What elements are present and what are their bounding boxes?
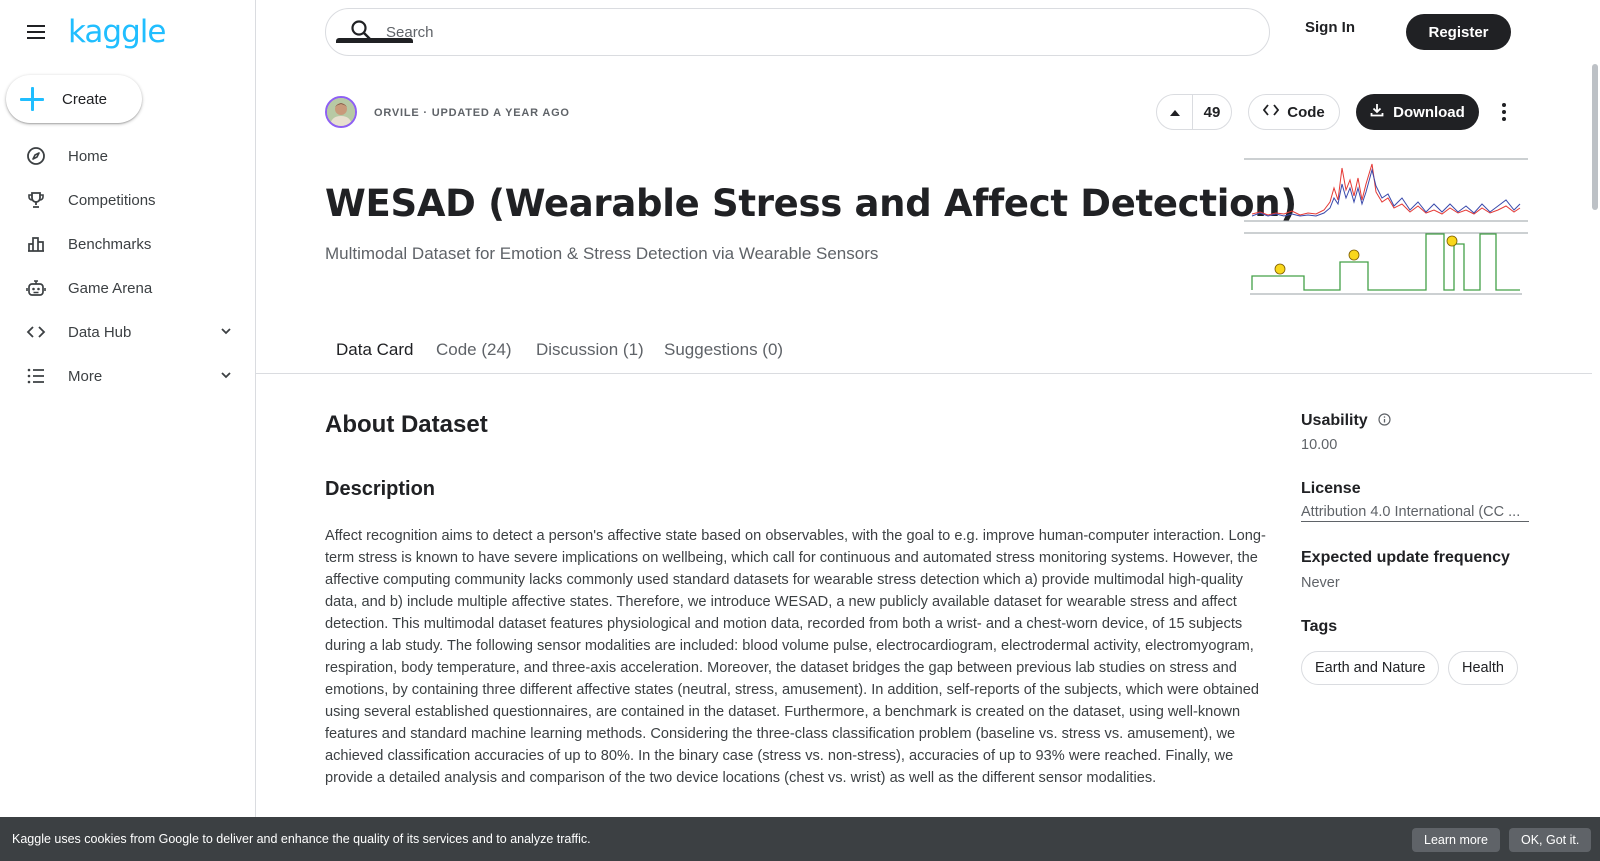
scrollbar[interactable]: [1592, 64, 1598, 210]
description-text: Affect recognition aims to detect a person's affective state based on observables, with the goal to e.g. improve human-computer interaction. Long-term stress is known to have severe implications on wellbeing, which call for continuous and automated stress monitoring systems. However, the affective computing community lacks commonly used standard datasets for wearable stress detection which a) provide multimodal high-quality data, and b) include multiple affective states. Therefore, we introduce WESAD, a new publicly available dataset for wearable stress and affect detection. This multimodal dataset features physiological and motion data, recorded from both a wrist- and a chest-worn device, of 15 subjects during a lab study. The following sensor modalities are included: blood volume pulse, electrocardiogram, electrodermal activity, electromyogram, respiration, body temperature, and three-axis acceleration. Moreover, the dataset bridges the gap between previous lab studies on stress and emotions, by containing three different affective states (neutral, stress, amusement). In addition, self-reports of the subjects, which were obtained using several established questionnaires, are contained in the dataset. Furthermore, a benchmark is created on the dataset, using well-known features and standard machine learning methods. Considering the three-class classification problem (baseline vs. stress vs. amusement), we achieved classification accuracies of up to 80%. In the binary case (stress vs. non-stress), accuracies of up to 93% were reached. Finally, we provide a detailed analysis and comparison of the two device locations (chest vs. wrist) as well as the different sensor modalities.: [325, 528, 1266, 786]
upvote-button[interactable]: [1157, 95, 1193, 129]
dataset-meta: ORVILE · UPDATED A YEAR AGO: [374, 107, 570, 119]
dataset-subtitle: Multimodal Dataset for Emotion & Stress Detection via Wearable Sensors: [325, 244, 879, 263]
upvote-widget: [1156, 94, 1232, 130]
license-label: License: [1301, 480, 1361, 497]
sidebar-header: [0, 0, 255, 64]
search-input[interactable]: [386, 24, 1086, 41]
kaggle-logo[interactable]: kaggle: [68, 14, 166, 50]
tab-discussion[interactable]: Discussion (1): [536, 340, 644, 359]
compass-icon: [26, 146, 46, 166]
sidebar-item-label: Home: [68, 147, 109, 165]
sidebar-item-label: More: [68, 367, 103, 385]
avatar[interactable]: [325, 96, 357, 128]
usability-label: [1301, 412, 1391, 431]
chevron-down-icon[interactable]: [219, 324, 233, 342]
sidebar-item-benchmarks[interactable]: [0, 222, 255, 266]
tab-data-card[interactable]: Data Card: [336, 340, 414, 359]
info-icon[interactable]: [1378, 413, 1391, 431]
more-options-icon[interactable]: [1492, 98, 1516, 126]
cookie-banner: [0, 817, 1600, 861]
usability-label-text: Usability: [1301, 412, 1368, 429]
sidebar-item-label: Benchmarks: [68, 235, 152, 253]
code-label: Code: [1287, 103, 1325, 121]
license-link[interactable]: Attribution 4.0 International (CC ...: [1301, 504, 1529, 522]
learn-more-button[interactable]: Learn more: [1412, 828, 1500, 852]
plus-icon: [20, 87, 44, 111]
sidebar-item-more[interactable]: [0, 354, 255, 398]
tags-label: Tags: [1301, 618, 1338, 635]
sidebar-item-game-arena[interactable]: [0, 266, 255, 310]
about-heading: About Dataset: [325, 411, 488, 438]
tab-bar: [256, 330, 1592, 374]
trophy-icon: [26, 190, 46, 210]
code-brackets-icon: [26, 322, 46, 342]
caret-up-icon: [1169, 105, 1181, 120]
active-tab-indicator: [336, 38, 413, 43]
download-button[interactable]: [1356, 94, 1479, 130]
register-button[interactable]: Register: [1406, 14, 1511, 50]
tab-code[interactable]: Code (24): [436, 340, 512, 359]
robot-icon: [26, 278, 46, 298]
dataset-thumbnail: [1244, 158, 1528, 304]
chevron-down-icon[interactable]: [219, 368, 233, 386]
search-bar[interactable]: [325, 8, 1270, 56]
cookie-ok-button[interactable]: OK, Got it.: [1509, 828, 1591, 852]
code-brackets-icon: [1263, 103, 1279, 121]
sidebar-item-label: Game Arena: [68, 279, 153, 297]
description-heading: Description: [325, 478, 436, 500]
vote-count: 49: [1203, 103, 1221, 121]
page-title: WESAD (Wearable Stress and Affect Detection): [325, 182, 1297, 225]
tag-chip[interactable]: Earth and Nature: [1301, 651, 1439, 685]
sidebar-item-data-hub[interactable]: [0, 310, 255, 354]
sidebar-item-home[interactable]: [0, 134, 255, 178]
sidebar-item-label: Data Hub: [68, 323, 132, 341]
sidebar-item-label: Competitions: [68, 191, 156, 209]
menu-icon[interactable]: [24, 20, 48, 44]
usability-value: 10.00: [1301, 437, 1338, 453]
sign-in-button[interactable]: Sign In: [1305, 19, 1355, 36]
bar-chart-icon: [26, 234, 46, 254]
tag-chip[interactable]: Health: [1448, 651, 1518, 685]
sidebar-nav: [0, 134, 255, 398]
sidebar: [0, 0, 256, 861]
cookie-text: Kaggle uses cookies from Google to deliver and enhance the quality of its services and to analyze traffic.: [12, 832, 591, 846]
create-button[interactable]: [6, 75, 142, 123]
update-frequency-value: Never: [1301, 575, 1340, 591]
download-label: Download: [1393, 103, 1465, 121]
update-frequency-label: Expected update frequency: [1301, 549, 1510, 566]
download-icon: [1370, 103, 1384, 121]
create-label: Create: [62, 90, 108, 108]
code-button[interactable]: [1248, 94, 1340, 130]
sidebar-item-competitions[interactable]: [0, 178, 255, 222]
tab-suggestions[interactable]: Suggestions (0): [664, 340, 784, 359]
list-icon: [26, 366, 46, 386]
